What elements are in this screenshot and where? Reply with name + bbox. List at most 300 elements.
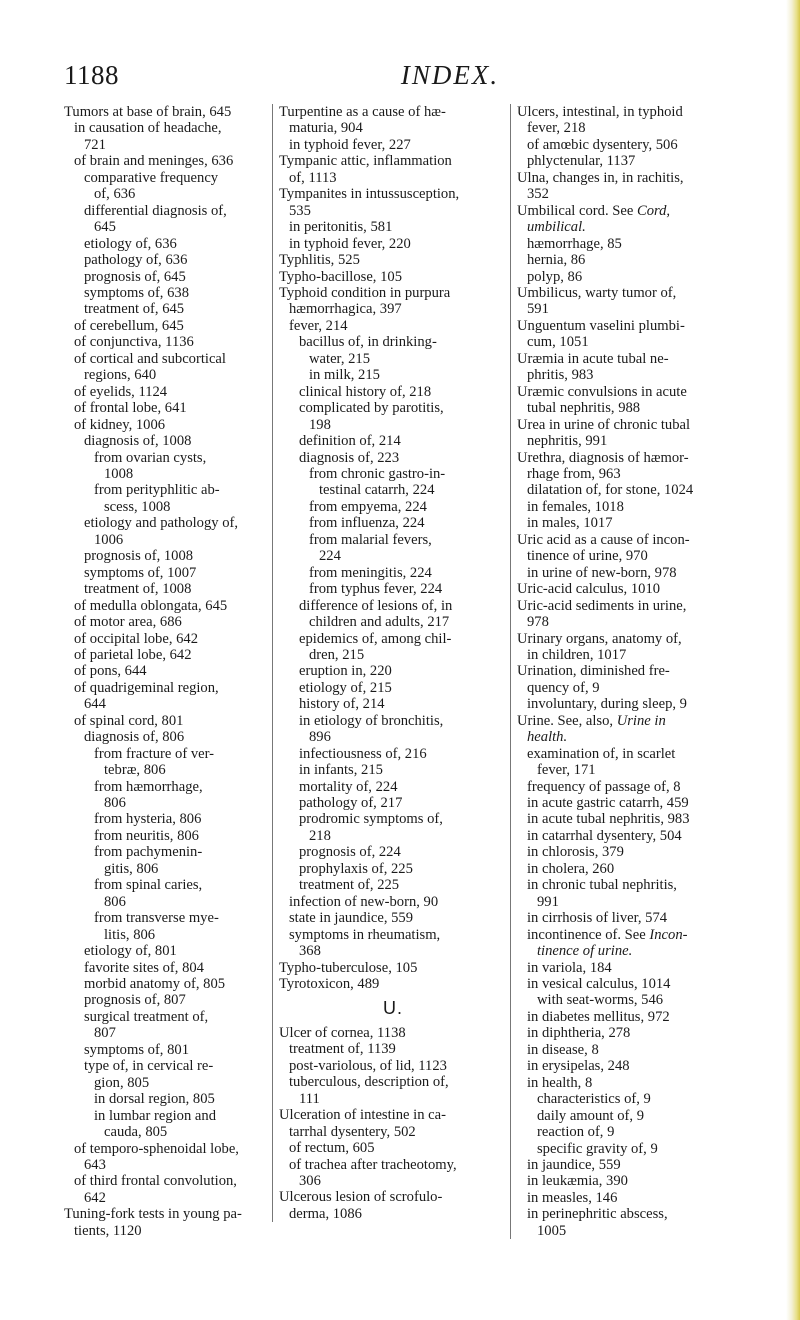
index-subentry xyxy=(64,400,290,416)
index-subentry xyxy=(279,334,507,367)
entry-text: of pons, 644 xyxy=(74,663,147,680)
entry-continuation: of, 636 xyxy=(94,186,136,203)
index-subentry xyxy=(279,631,507,664)
index-subentry xyxy=(517,1108,745,1124)
index-subentry xyxy=(517,1206,745,1239)
index-subentry xyxy=(64,1108,290,1141)
entry-text: Tyrotoxicon, 489 xyxy=(279,976,380,993)
entry-continuation: 642 xyxy=(84,1189,106,1206)
entry-text: in jaundice, 559 xyxy=(527,1157,621,1173)
index-subentry xyxy=(517,137,745,153)
index-subentry xyxy=(517,1058,745,1074)
entry-text: phlyctenular, 1137 xyxy=(527,153,636,170)
entry-text: Tympanic attic, inflammation xyxy=(279,153,452,170)
index-column-1 xyxy=(64,104,290,1239)
entry-text: in cirrhosis of liver, 574 xyxy=(527,910,668,927)
index-subentry xyxy=(517,861,745,877)
entry-text: prophylaxis of, 225 xyxy=(299,860,413,877)
index-subentry xyxy=(64,647,290,663)
entry-text: from chronic gastro-in- xyxy=(309,465,446,482)
entry-text: in causation of headache, xyxy=(74,120,222,137)
entry-continuation: dren, 215 xyxy=(309,646,365,663)
entry-text: from neuritis, 806 xyxy=(94,827,199,844)
entry-continuation: gitis, 806 xyxy=(104,860,159,877)
entry-text: prodromic symptoms of, xyxy=(299,811,443,828)
index-subentry xyxy=(279,219,507,235)
entry-text: Uric acid as a cause of incon- xyxy=(517,531,690,548)
index-subentry xyxy=(279,877,507,893)
entry-continuation: 224 xyxy=(319,548,341,565)
index-subentry xyxy=(64,746,290,779)
index-entry xyxy=(517,318,745,351)
index-subentry xyxy=(279,746,507,762)
entry-text: diagnosis of, 223 xyxy=(299,449,400,466)
entry-continuation: fever, 171 xyxy=(537,762,596,779)
entry-continuation: gion, 805 xyxy=(94,1074,150,1091)
index-subentry xyxy=(279,1157,507,1190)
entry-text: polyp, 86 xyxy=(527,268,583,285)
index-subentry xyxy=(517,844,745,860)
entry-text: infectiousness of, 216 xyxy=(299,745,427,762)
entry-text: hæmorrhage, 85 xyxy=(527,235,622,252)
index-subentry xyxy=(279,1140,507,1156)
entry-text: Urethra, diagnosis of hæmor- xyxy=(517,449,689,466)
entry-text: Urination, diminished fre- xyxy=(517,663,670,680)
index-subentry xyxy=(279,598,507,631)
entry-continuation: phritis, 983 xyxy=(527,367,594,384)
index-subentry xyxy=(64,779,290,812)
index-subentry xyxy=(517,992,745,1008)
index-subentry xyxy=(517,515,745,531)
entry-continuation: tarrhal dysentery, 502 xyxy=(289,1123,416,1140)
entry-continuation: 645 xyxy=(94,219,116,236)
index-entry xyxy=(279,1189,507,1222)
index-subentry xyxy=(517,482,745,498)
entry-continuation: 896 xyxy=(309,729,331,746)
entry-text: in diphtheria, 278 xyxy=(527,1025,631,1042)
entry-text: of amœbic dysentery, 506 xyxy=(527,136,678,153)
index-subentry xyxy=(517,1075,745,1091)
entry-text: from meningitis, 224 xyxy=(309,564,432,581)
index-subentry xyxy=(64,943,290,959)
entry-continuation: 806 xyxy=(104,893,126,910)
index-subentry xyxy=(517,1190,745,1206)
index-subentry xyxy=(517,1124,745,1140)
entry-text: Tympanites in intussusception, xyxy=(279,186,460,203)
index-subentry xyxy=(279,1058,507,1074)
index-subentry xyxy=(64,1009,290,1042)
index-subentry xyxy=(64,170,290,203)
index-column-3 xyxy=(510,104,745,1239)
entry-text: in peritonitis, 581 xyxy=(289,219,393,236)
entry-text: incontinence of. See Incon- xyxy=(527,926,688,943)
entry-text: of rectum, 605 xyxy=(289,1140,375,1157)
index-subentry xyxy=(64,351,290,384)
index-subentry xyxy=(64,334,290,350)
entry-text: mortality of, 224 xyxy=(299,778,398,795)
index-subentry xyxy=(279,466,507,499)
index-subentry xyxy=(64,384,290,400)
index-subentry xyxy=(279,894,507,910)
index-entry xyxy=(64,1206,290,1239)
entry-text: etiology of, 215 xyxy=(299,679,392,696)
entry-text: epidemics of, among chil- xyxy=(299,630,452,647)
index-subentry xyxy=(279,581,507,597)
entry-text: etiology and pathology of, xyxy=(84,515,239,532)
entry-text: of temporo-sphenoidal lobe, xyxy=(74,1140,239,1157)
entry-text: of parietal lobe, 642 xyxy=(74,646,192,663)
entry-text: Tuning-fork tests in young pa- xyxy=(64,1206,242,1223)
entry-text: prognosis of, 224 xyxy=(299,844,401,861)
index-entry xyxy=(517,203,745,236)
index-subentry xyxy=(517,1091,745,1107)
entry-continuation: fever, 218 xyxy=(527,120,586,137)
index-subentry xyxy=(279,367,507,383)
index-subentry xyxy=(279,565,507,581)
entry-continuation: children and adults, 217 xyxy=(309,614,450,631)
index-subentry xyxy=(517,877,745,910)
index-subentry xyxy=(279,236,507,252)
index-subentry xyxy=(64,614,290,630)
index-subentry xyxy=(64,120,290,153)
index-subentry xyxy=(517,1173,745,1189)
index-entry xyxy=(279,186,507,219)
entry-continuation: maturia, 904 xyxy=(289,120,363,137)
entry-text: in females, 1018 xyxy=(527,498,624,515)
entry-continuation: 1006 xyxy=(94,531,124,548)
index-subentry xyxy=(64,1141,290,1174)
entry-continuation: tubal nephritis, 988 xyxy=(527,400,641,417)
index-subentry xyxy=(64,236,290,252)
index-subentry xyxy=(517,153,745,169)
entry-text: of medulla oblongata, 645 xyxy=(74,597,228,614)
index-subentry xyxy=(517,1157,745,1173)
index-subentry xyxy=(279,663,507,679)
entry-text: from influenza, 224 xyxy=(309,515,425,532)
index-subentry xyxy=(64,811,290,827)
entry-continuation: quency of, 9 xyxy=(527,679,600,696)
entry-continuation: cauda, 805 xyxy=(104,1124,168,1141)
entry-text: difference of lesions of, in xyxy=(299,597,453,614)
entry-text: of occipital lobe, 642 xyxy=(74,630,199,647)
entry-text: post-variolous, of lid, 1123 xyxy=(289,1057,447,1074)
index-entry xyxy=(279,960,507,976)
index-subentry xyxy=(64,877,290,910)
entry-text: of kidney, 1006 xyxy=(74,416,166,433)
entry-text: in vesical calculus, 1014 xyxy=(527,976,671,993)
entry-continuation: 643 xyxy=(84,1157,106,1173)
entry-text: favorite sites of, 804 xyxy=(84,959,204,976)
entry-text: in cholera, 260 xyxy=(527,860,615,877)
index-subentry xyxy=(64,252,290,268)
entry-text: Turpentine as a cause of hæ- xyxy=(279,104,446,120)
entry-text: Typhlitis, 525 xyxy=(279,252,360,269)
index-subentry xyxy=(279,713,507,746)
index-entry xyxy=(279,1025,507,1041)
entry-text: of spinal cord, 801 xyxy=(74,712,184,729)
entry-text: from malarial fevers, xyxy=(309,531,432,548)
index-subentry xyxy=(517,811,745,827)
entry-text: of trachea after tracheotomy, xyxy=(289,1156,457,1173)
entry-text: fever, 214 xyxy=(289,317,348,334)
entry-continuation: tebræ, 806 xyxy=(104,762,166,779)
index-subentry xyxy=(517,910,745,926)
index-subentry xyxy=(279,844,507,860)
entry-continuation: 198 xyxy=(309,416,331,433)
index-entry xyxy=(279,153,507,186)
entry-text: pathology of, 217 xyxy=(299,795,403,812)
index-subentry xyxy=(64,565,290,581)
entry-continuation: cum, 1051 xyxy=(527,334,589,351)
entry-text: from hæmorrhage, xyxy=(94,778,203,795)
index-subentry xyxy=(64,960,290,976)
index-subentry xyxy=(279,318,507,334)
index-subentry xyxy=(279,450,507,466)
entry-text: in etiology of bronchitis, xyxy=(299,712,444,729)
running-title: INDEX. xyxy=(400,60,500,90)
entry-text: in measles, 146 xyxy=(527,1189,618,1206)
entry-continuation: hæmorrhagica, 397 xyxy=(289,301,402,318)
index-subentry xyxy=(64,713,290,729)
index-subentry xyxy=(517,795,745,811)
entry-text: symptoms in rheumatism, xyxy=(289,926,441,943)
index-entry xyxy=(517,351,745,384)
entry-text: clinical history of, 218 xyxy=(299,383,432,400)
page-edge-shadow xyxy=(786,0,800,1320)
page-number: 1188 xyxy=(64,60,119,90)
index-subentry xyxy=(517,1141,745,1157)
entry-text: Typho-bacillose, 105 xyxy=(279,268,402,285)
entry-continuation: 111 xyxy=(299,1090,320,1107)
entry-continuation: scess, 1008 xyxy=(104,498,171,515)
index-subentry xyxy=(279,680,507,696)
entry-text: of quadrigeminal region, xyxy=(74,679,219,696)
entry-text: pathology of, 636 xyxy=(84,252,188,269)
index-subentry xyxy=(64,153,290,169)
entry-text: prognosis of, 1008 xyxy=(84,548,194,565)
entry-text: in males, 1017 xyxy=(527,515,613,532)
entry-text: state in jaundice, 559 xyxy=(289,910,414,927)
entry-text: Uric-acid sediments in urine, xyxy=(517,597,687,614)
entry-continuation: 978 xyxy=(527,614,549,631)
index-subentry xyxy=(279,499,507,515)
entry-continuation: 368 xyxy=(299,943,321,960)
entry-text: in catarrhal dysentery, 504 xyxy=(527,827,682,844)
index-subentry xyxy=(517,746,745,779)
entry-continuation: 1005 xyxy=(537,1222,567,1239)
index-subentry xyxy=(64,433,290,449)
index-subentry xyxy=(279,910,507,926)
entry-text: with seat-worms, 546 xyxy=(537,992,664,1009)
index-entry xyxy=(279,1107,507,1140)
entry-continuation: water, 215 xyxy=(309,350,371,367)
entry-text: Ulcerous lesion of scrofulo- xyxy=(279,1189,443,1206)
entry-text: history of, 214 xyxy=(299,696,385,713)
index-entry xyxy=(517,631,745,664)
index-subentry xyxy=(517,1025,745,1041)
index-entry xyxy=(279,976,507,992)
index-subentry xyxy=(64,992,290,1008)
entry-text: in dorsal region, 805 xyxy=(94,1091,215,1108)
entry-text: Tumors at base of brain, 645 xyxy=(64,104,232,120)
entry-continuation: testinal catarrh, 224 xyxy=(319,482,435,499)
index-subentry xyxy=(64,828,290,844)
entry-text: in erysipelas, 248 xyxy=(527,1058,630,1075)
entry-text: in milk, 215 xyxy=(309,367,380,384)
index-entry xyxy=(517,663,745,696)
entry-text: Umbilicus, warty tumor of, xyxy=(517,284,677,301)
index-subentry xyxy=(64,598,290,614)
entry-text: eruption in, 220 xyxy=(299,663,392,680)
entry-text: Urine. See, also, Urine in xyxy=(517,712,666,729)
index-subentry xyxy=(64,203,290,236)
index-entry xyxy=(517,713,745,746)
index-subentry xyxy=(517,1009,745,1025)
entry-text: frequency of passage of, 8 xyxy=(527,778,681,795)
index-subentry xyxy=(64,1058,290,1091)
entry-continuation: umbilical. xyxy=(527,219,586,236)
entry-text: bacillus of, in drinking- xyxy=(299,334,437,351)
index-subentry xyxy=(517,976,745,992)
entry-text: from empyema, 224 xyxy=(309,498,427,515)
index-entry xyxy=(517,581,745,597)
index-subentry xyxy=(64,301,290,317)
index-entry xyxy=(279,269,507,285)
entry-text: symptoms of, 638 xyxy=(84,284,189,301)
entry-text: from transverse mye- xyxy=(94,910,219,927)
index-subentry xyxy=(279,795,507,811)
entry-text: characteristics of, 9 xyxy=(537,1091,651,1108)
entry-text: prognosis of, 645 xyxy=(84,268,186,285)
index-subentry xyxy=(279,532,507,565)
entry-text: differential diagnosis of, xyxy=(84,202,227,219)
entry-text: treatment of, 1008 xyxy=(84,581,192,598)
index-subentry xyxy=(64,1091,290,1107)
entry-text: complicated by parotitis, xyxy=(299,400,444,417)
entry-continuation: 991 xyxy=(537,893,559,910)
entry-text: from fracture of ver- xyxy=(94,745,215,762)
index-subentry xyxy=(64,729,290,745)
index-entry xyxy=(64,104,290,120)
entry-text: of motor area, 686 xyxy=(74,614,182,631)
entry-continuation: 352 xyxy=(527,186,549,203)
entry-text: Uric-acid calculus, 1010 xyxy=(517,581,661,598)
index-subentry xyxy=(64,482,290,515)
entry-continuation: 218 xyxy=(309,827,331,844)
entry-text: in acute tubal nephritis, 983 xyxy=(527,811,690,828)
index-subentry xyxy=(517,779,745,795)
entry-text: morbid anatomy of, 805 xyxy=(84,976,226,993)
entry-continuation: nephritis, 991 xyxy=(527,433,608,450)
entry-text: in variola, 184 xyxy=(527,959,612,976)
entry-text: symptoms of, 801 xyxy=(84,1041,189,1058)
index-subentry xyxy=(64,548,290,564)
entry-text: comparative frequency xyxy=(84,169,219,186)
index-subentry xyxy=(64,844,290,877)
entry-continuation: of, 1113 xyxy=(289,169,337,186)
entry-text: Uræmic convulsions in acute xyxy=(517,383,687,400)
entry-continuation: tinence of urine. xyxy=(537,943,633,960)
index-subentry xyxy=(64,515,290,548)
index-entry xyxy=(279,285,507,318)
index-subentry xyxy=(64,680,290,713)
entry-continuation: tients, 1120 xyxy=(74,1222,142,1239)
index-subentry xyxy=(517,499,745,515)
entry-text: Typhoid condition in purpura xyxy=(279,284,451,301)
index-subentry xyxy=(517,960,745,976)
entry-continuation: tinence of urine, 970 xyxy=(527,548,648,565)
index-subentry xyxy=(517,252,745,268)
entry-text: from hysteria, 806 xyxy=(94,811,202,828)
index-subentry xyxy=(279,433,507,449)
entry-text: from spinal caries, xyxy=(94,877,203,894)
index-subentry xyxy=(279,384,507,400)
entry-text: in diabetes mellitus, 972 xyxy=(527,1008,670,1025)
entry-text: Ulcers, intestinal, in typhoid xyxy=(517,104,683,120)
entry-continuation: 535 xyxy=(289,202,311,219)
index-subentry xyxy=(517,269,745,285)
entry-text: of brain and meninges, 636 xyxy=(74,153,234,170)
entry-text: daily amount of, 9 xyxy=(537,1107,645,1124)
index-entry xyxy=(517,285,745,318)
index-entry xyxy=(517,417,745,450)
index-subentry xyxy=(279,515,507,531)
index-subentry xyxy=(279,696,507,712)
entry-text: from perityphlitic ab- xyxy=(94,482,220,499)
entry-text: involuntary, during sleep, 9 xyxy=(527,696,687,713)
entry-continuation: litis, 806 xyxy=(104,926,156,943)
entry-text: Urea in urine of chronic tubal xyxy=(517,416,691,433)
index-subentry xyxy=(279,400,507,433)
entry-text: type of, in cervical re- xyxy=(84,1058,214,1075)
entry-text: from ovarian cysts, xyxy=(94,449,207,466)
entry-text: from typhus fever, 224 xyxy=(309,581,443,598)
entry-text: Urinary organs, anatomy of, xyxy=(517,630,682,647)
entry-text: of cerebellum, 645 xyxy=(74,317,184,334)
entry-text: tuberculous, description of, xyxy=(289,1074,449,1091)
index-subentry xyxy=(64,631,290,647)
index-entry xyxy=(517,384,745,417)
entry-text: of conjunctiva, 1136 xyxy=(74,334,194,351)
entry-text: in typhoid fever, 220 xyxy=(289,235,411,252)
entry-continuation: 306 xyxy=(299,1173,321,1189)
entry-text: Unguentum vaselini plumbi- xyxy=(517,317,685,334)
entry-text: Uræmia in acute tubal ne- xyxy=(517,350,669,367)
entry-text: in health, 8 xyxy=(527,1074,593,1091)
index-entry xyxy=(517,170,745,203)
index-column-2 xyxy=(272,104,507,1222)
entry-text: of third frontal convolution, xyxy=(74,1173,237,1190)
entry-text: Ulcer of cornea, 1138 xyxy=(279,1024,406,1041)
entry-text: of eyelids, 1124 xyxy=(74,383,168,400)
index-subentry xyxy=(64,318,290,334)
entry-continuation: 644 xyxy=(84,696,106,713)
entry-continuation: health. xyxy=(527,729,568,746)
index-subentry xyxy=(64,976,290,992)
entry-text: in chronic tubal nephritis, xyxy=(527,877,677,894)
index-subentry xyxy=(279,1074,507,1107)
entry-text: Umbilical cord. See Cord, xyxy=(517,202,671,219)
entry-text: of cortical and subcortical xyxy=(74,350,226,367)
index-subentry xyxy=(64,663,290,679)
entry-text: treatment of, 645 xyxy=(84,301,185,318)
entry-continuation: regions, 640 xyxy=(84,367,157,384)
entry-text: examination of, in scarlet xyxy=(527,745,676,762)
index-subentry xyxy=(517,236,745,252)
index-entry xyxy=(517,532,745,565)
entry-text: symptoms of, 1007 xyxy=(84,564,197,581)
entry-continuation: 807 xyxy=(94,1025,116,1042)
